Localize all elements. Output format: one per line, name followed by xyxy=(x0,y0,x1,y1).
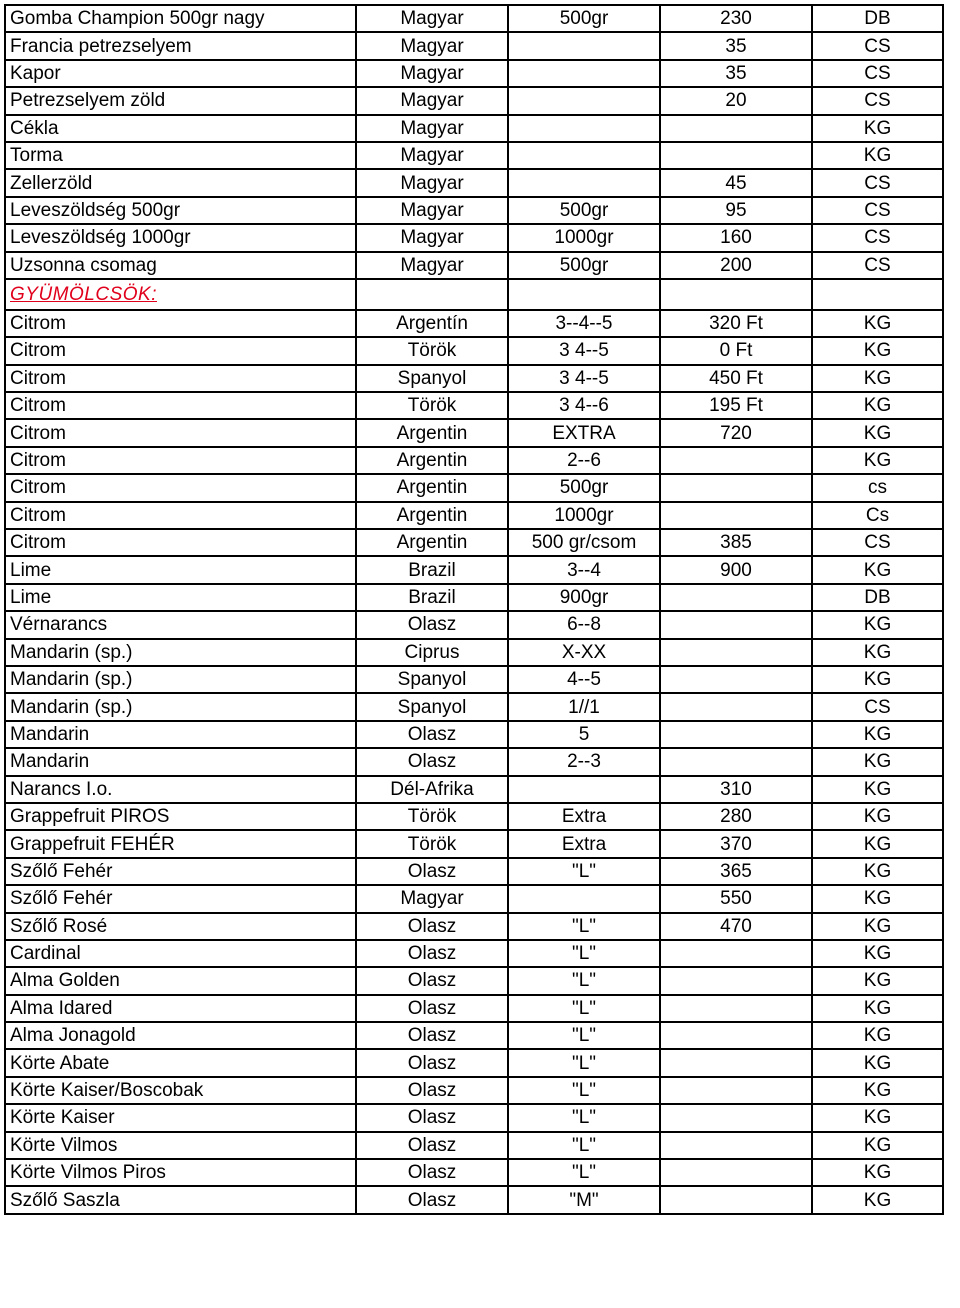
table-row xyxy=(5,748,943,775)
origin-cell: Olasz xyxy=(356,1186,508,1213)
table-row xyxy=(5,115,943,142)
size-cell: 3 4--6 xyxy=(508,392,660,419)
table-row xyxy=(5,252,943,279)
unit-cell: CS xyxy=(812,693,943,720)
size-cell: 500gr xyxy=(508,474,660,501)
price-cell: 0 Ft xyxy=(660,337,812,364)
origin-cell: Magyar xyxy=(356,115,508,142)
table-row xyxy=(5,584,943,611)
size-cell: 3--4 xyxy=(508,556,660,583)
price-cell: 195 Ft xyxy=(660,392,812,419)
origin-cell: Magyar xyxy=(356,142,508,169)
size-cell xyxy=(508,169,660,196)
origin-cell: Olasz xyxy=(356,967,508,994)
size-cell: X-XX xyxy=(508,639,660,666)
origin-cell: Olasz xyxy=(356,1159,508,1186)
origin-cell: Magyar xyxy=(356,5,508,32)
product-name-cell: Citrom xyxy=(5,337,356,364)
size-cell: "M" xyxy=(508,1186,660,1213)
price-cell: 45 xyxy=(660,169,812,196)
size-cell xyxy=(508,885,660,912)
product-name-cell: Citrom xyxy=(5,310,356,337)
table-row xyxy=(5,224,943,251)
price-cell: 35 xyxy=(660,60,812,87)
origin-cell: Spanyol xyxy=(356,365,508,392)
unit-cell: KG xyxy=(812,776,943,803)
unit-cell: CS xyxy=(812,224,943,251)
size-cell xyxy=(508,776,660,803)
origin-cell: Olasz xyxy=(356,1077,508,1104)
unit-cell: KG xyxy=(812,556,943,583)
unit-cell: KG xyxy=(812,940,943,967)
origin-cell: Olasz xyxy=(356,611,508,638)
price-cell xyxy=(660,1077,812,1104)
product-name-cell: Körte Abate xyxy=(5,1049,356,1076)
origin-cell: Magyar xyxy=(356,885,508,912)
size-cell: 500gr xyxy=(508,252,660,279)
unit-cell: KG xyxy=(812,310,943,337)
product-name-cell: Grappefruit FEHÉR xyxy=(5,830,356,857)
price-cell xyxy=(660,721,812,748)
size-cell: 2--3 xyxy=(508,748,660,775)
product-name-cell: Narancs I.o. xyxy=(5,776,356,803)
origin-cell: Argentin xyxy=(356,502,508,529)
table-row xyxy=(5,858,943,885)
table-row xyxy=(5,1159,943,1186)
size-cell: 500 gr/csom xyxy=(508,529,660,556)
unit-cell: DB xyxy=(812,584,943,611)
product-name-cell: Lime xyxy=(5,556,356,583)
unit-cell: KG xyxy=(812,885,943,912)
origin-cell: Olasz xyxy=(356,721,508,748)
size-cell: "L" xyxy=(508,967,660,994)
size-cell: "L" xyxy=(508,1104,660,1131)
product-name-cell: Cardinal xyxy=(5,940,356,967)
size-cell: 900gr xyxy=(508,584,660,611)
unit-cell: CS xyxy=(812,32,943,59)
price-cell: 95 xyxy=(660,197,812,224)
size-cell: "L" xyxy=(508,1049,660,1076)
product-name-cell: Citrom xyxy=(5,419,356,446)
table-row xyxy=(5,995,943,1022)
product-name-cell: Citrom xyxy=(5,474,356,501)
unit-cell: KG xyxy=(812,1186,943,1213)
price-cell: 470 xyxy=(660,913,812,940)
origin-cell: Olasz xyxy=(356,1104,508,1131)
unit-cell: KG xyxy=(812,337,943,364)
product-name-cell: Gomba Champion 500gr nagy xyxy=(5,5,356,32)
product-name-cell: Vérnarancs xyxy=(5,611,356,638)
price-cell: 280 xyxy=(660,803,812,830)
table-row xyxy=(5,885,943,912)
price-cell: 160 xyxy=(660,224,812,251)
unit-cell: KG xyxy=(812,1159,943,1186)
product-name-cell: Leveszöldség 500gr xyxy=(5,197,356,224)
product-name-cell: Zellerzöld xyxy=(5,169,356,196)
size-cell xyxy=(508,32,660,59)
unit-cell: KG xyxy=(812,1022,943,1049)
origin-cell: Olasz xyxy=(356,858,508,885)
unit-cell: KG xyxy=(812,1049,943,1076)
product-name-cell: Szőlő Fehér xyxy=(5,858,356,885)
product-name-cell: Citrom xyxy=(5,529,356,556)
product-name-cell: Szőlő Fehér xyxy=(5,885,356,912)
product-name-cell: Alma Golden xyxy=(5,967,356,994)
unit-cell: KG xyxy=(812,1077,943,1104)
price-list-table xyxy=(4,4,944,1215)
price-cell: 230 xyxy=(660,5,812,32)
price-cell xyxy=(660,1159,812,1186)
table-row xyxy=(5,365,943,392)
product-name-cell: Mandarin xyxy=(5,721,356,748)
origin-cell: Olasz xyxy=(356,940,508,967)
product-name-cell: Mandarin xyxy=(5,748,356,775)
size-cell: EXTRA xyxy=(508,419,660,446)
table-row xyxy=(5,392,943,419)
product-name-cell: Körte Kaiser xyxy=(5,1104,356,1131)
size-cell: 500gr xyxy=(508,197,660,224)
size-cell: "L" xyxy=(508,940,660,967)
price-cell: 20 xyxy=(660,87,812,114)
origin-cell: Magyar xyxy=(356,87,508,114)
price-cell: 200 xyxy=(660,252,812,279)
price-cell xyxy=(660,1186,812,1213)
table-row xyxy=(5,1186,943,1213)
price-cell: 35 xyxy=(660,32,812,59)
unit-cell: KG xyxy=(812,830,943,857)
size-cell: Extra xyxy=(508,803,660,830)
price-cell: 385 xyxy=(660,529,812,556)
price-cell xyxy=(660,967,812,994)
unit-cell: KG xyxy=(812,1104,943,1131)
unit-cell: KG xyxy=(812,967,943,994)
unit-cell: KG xyxy=(812,639,943,666)
size-cell: "L" xyxy=(508,913,660,940)
size-cell: "L" xyxy=(508,1132,660,1159)
origin-cell: Török xyxy=(356,830,508,857)
price-cell xyxy=(660,447,812,474)
product-name-cell: Citrom xyxy=(5,365,356,392)
price-cell: 370 xyxy=(660,830,812,857)
product-name-cell: Körte Vilmos Piros xyxy=(5,1159,356,1186)
origin-cell: Olasz xyxy=(356,1132,508,1159)
origin-cell: Olasz xyxy=(356,1049,508,1076)
size-cell: 4--5 xyxy=(508,666,660,693)
origin-cell: Argentin xyxy=(356,419,508,446)
price-cell xyxy=(660,693,812,720)
table-row xyxy=(5,1104,943,1131)
unit-cell: KG xyxy=(812,392,943,419)
unit-cell: KG xyxy=(812,858,943,885)
origin-cell: Olasz xyxy=(356,748,508,775)
origin-cell: Argentin xyxy=(356,447,508,474)
origin-cell: Brazil xyxy=(356,556,508,583)
unit-cell: CS xyxy=(812,529,943,556)
origin-cell: Magyar xyxy=(356,169,508,196)
price-cell xyxy=(660,474,812,501)
origin-cell: Argentín xyxy=(356,310,508,337)
table-row xyxy=(5,940,943,967)
unit-cell: KG xyxy=(812,995,943,1022)
size-cell: "L" xyxy=(508,1159,660,1186)
table-row xyxy=(5,310,943,337)
product-name-cell: Körte Kaiser/Boscobak xyxy=(5,1077,356,1104)
product-name-cell: Mandarin (sp.) xyxy=(5,639,356,666)
table-row xyxy=(5,1077,943,1104)
price-cell: 550 xyxy=(660,885,812,912)
product-name-cell: Kapor xyxy=(5,60,356,87)
price-cell xyxy=(660,1104,812,1131)
table-row xyxy=(5,5,943,32)
origin-cell: Magyar xyxy=(356,32,508,59)
table-row xyxy=(5,87,943,114)
size-cell: Extra xyxy=(508,830,660,857)
unit-cell: Cs xyxy=(812,502,943,529)
origin-cell: Magyar xyxy=(356,252,508,279)
size-cell: 3 4--5 xyxy=(508,365,660,392)
product-name-cell: Petrezselyem zöld xyxy=(5,87,356,114)
price-cell: 900 xyxy=(660,556,812,583)
unit-cell: KG xyxy=(812,721,943,748)
unit-cell: cs xyxy=(812,474,943,501)
price-cell xyxy=(660,1132,812,1159)
unit-cell: KG xyxy=(812,419,943,446)
size-cell: 1000gr xyxy=(508,224,660,251)
table-row xyxy=(5,556,943,583)
origin-cell: Olasz xyxy=(356,1022,508,1049)
table-row xyxy=(5,197,943,224)
table-row xyxy=(5,502,943,529)
size-cell xyxy=(508,115,660,142)
origin-cell: Török xyxy=(356,803,508,830)
product-name-cell: Alma Jonagold xyxy=(5,1022,356,1049)
origin-cell: Olasz xyxy=(356,913,508,940)
table-row xyxy=(5,60,943,87)
product-name-cell: Torma xyxy=(5,142,356,169)
section-header-row xyxy=(5,279,943,310)
origin-cell: Spanyol xyxy=(356,666,508,693)
origin-cell: Török xyxy=(356,337,508,364)
price-cell xyxy=(660,666,812,693)
origin-cell: Török xyxy=(356,392,508,419)
unit-cell: CS xyxy=(812,87,943,114)
product-name-cell: Citrom xyxy=(5,502,356,529)
origin-cell: Argentin xyxy=(356,474,508,501)
product-name-cell: Uzsonna csomag xyxy=(5,252,356,279)
product-name-cell: Citrom xyxy=(5,447,356,474)
unit-cell: KG xyxy=(812,447,943,474)
size-cell: 3 4--5 xyxy=(508,337,660,364)
unit-cell: KG xyxy=(812,611,943,638)
table-row xyxy=(5,32,943,59)
table-row xyxy=(5,666,943,693)
table-row xyxy=(5,1132,943,1159)
table-row xyxy=(5,611,943,638)
price-cell xyxy=(660,1022,812,1049)
section-header-group xyxy=(5,279,943,310)
unit-cell: CS xyxy=(812,169,943,196)
table-row xyxy=(5,474,943,501)
unit-cell: KG xyxy=(812,365,943,392)
origin-cell: Argentin xyxy=(356,529,508,556)
table-row xyxy=(5,169,943,196)
product-name-cell: Francia petrezselyem xyxy=(5,32,356,59)
unit-cell: KG xyxy=(812,666,943,693)
product-name-cell: Szőlő Saszla xyxy=(5,1186,356,1213)
table-row xyxy=(5,803,943,830)
price-cell: 720 xyxy=(660,419,812,446)
fruit-rows xyxy=(5,310,943,1214)
price-cell: 450 Ft xyxy=(660,365,812,392)
product-name-cell: Lime xyxy=(5,584,356,611)
price-cell xyxy=(660,748,812,775)
size-cell: 1000gr xyxy=(508,502,660,529)
empty-cell xyxy=(812,279,943,310)
size-cell: 2--6 xyxy=(508,447,660,474)
product-name-cell: Grappefruit PIROS xyxy=(5,803,356,830)
empty-cell xyxy=(356,279,508,310)
origin-cell: Magyar xyxy=(356,60,508,87)
size-cell: 6--8 xyxy=(508,611,660,638)
size-cell: "L" xyxy=(508,1022,660,1049)
table-row xyxy=(5,693,943,720)
size-cell: "L" xyxy=(508,1077,660,1104)
table-row xyxy=(5,529,943,556)
product-name-cell: Cékla xyxy=(5,115,356,142)
size-cell: 1//1 xyxy=(508,693,660,720)
product-name-cell: Mandarin (sp.) xyxy=(5,693,356,720)
product-name-cell: Körte Vilmos xyxy=(5,1132,356,1159)
table-row xyxy=(5,967,943,994)
table-row xyxy=(5,830,943,857)
product-name-cell: Mandarin (sp.) xyxy=(5,666,356,693)
table-row xyxy=(5,142,943,169)
product-name-cell: Leveszöldség 1000gr xyxy=(5,224,356,251)
table-row xyxy=(5,1049,943,1076)
table-row xyxy=(5,776,943,803)
size-cell: "L" xyxy=(508,995,660,1022)
product-name-cell: Alma Idared xyxy=(5,995,356,1022)
origin-cell: Magyar xyxy=(356,197,508,224)
price-cell xyxy=(660,611,812,638)
unit-cell: KG xyxy=(812,913,943,940)
vegetable-rows xyxy=(5,5,943,279)
table-row xyxy=(5,447,943,474)
price-cell: 310 xyxy=(660,776,812,803)
origin-cell: Olasz xyxy=(356,995,508,1022)
unit-cell: DB xyxy=(812,5,943,32)
price-cell xyxy=(660,584,812,611)
table-row xyxy=(5,337,943,364)
size-cell: "L" xyxy=(508,858,660,885)
origin-cell: Ciprus xyxy=(356,639,508,666)
price-cell: 320 Ft xyxy=(660,310,812,337)
origin-cell: Magyar xyxy=(356,224,508,251)
empty-cell xyxy=(660,279,812,310)
size-cell xyxy=(508,87,660,114)
size-cell: 3--4--5 xyxy=(508,310,660,337)
unit-cell: KG xyxy=(812,748,943,775)
price-cell xyxy=(660,995,812,1022)
table-row xyxy=(5,1022,943,1049)
price-cell: 365 xyxy=(660,858,812,885)
empty-cell xyxy=(508,279,660,310)
unit-cell: CS xyxy=(812,252,943,279)
price-cell xyxy=(660,1049,812,1076)
origin-cell: Brazil xyxy=(356,584,508,611)
size-cell xyxy=(508,142,660,169)
unit-cell: CS xyxy=(812,197,943,224)
product-name-cell: Szőlő Rosé xyxy=(5,913,356,940)
table-row xyxy=(5,639,943,666)
unit-cell: KG xyxy=(812,115,943,142)
size-cell: 5 xyxy=(508,721,660,748)
price-cell xyxy=(660,142,812,169)
table-row xyxy=(5,721,943,748)
unit-cell: KG xyxy=(812,1132,943,1159)
unit-cell: KG xyxy=(812,142,943,169)
price-cell xyxy=(660,639,812,666)
size-cell: 500gr xyxy=(508,5,660,32)
price-cell xyxy=(660,940,812,967)
table-row xyxy=(5,419,943,446)
price-cell xyxy=(660,502,812,529)
product-name-cell: Citrom xyxy=(5,392,356,419)
table-row xyxy=(5,913,943,940)
origin-cell: Dél-Afrika xyxy=(356,776,508,803)
origin-cell: Spanyol xyxy=(356,693,508,720)
unit-cell: CS xyxy=(812,60,943,87)
price-cell xyxy=(660,115,812,142)
size-cell xyxy=(508,60,660,87)
section-title-cell xyxy=(5,279,356,310)
section-title: GYÜMÖLCSÖK: xyxy=(10,283,157,305)
unit-cell: KG xyxy=(812,803,943,830)
